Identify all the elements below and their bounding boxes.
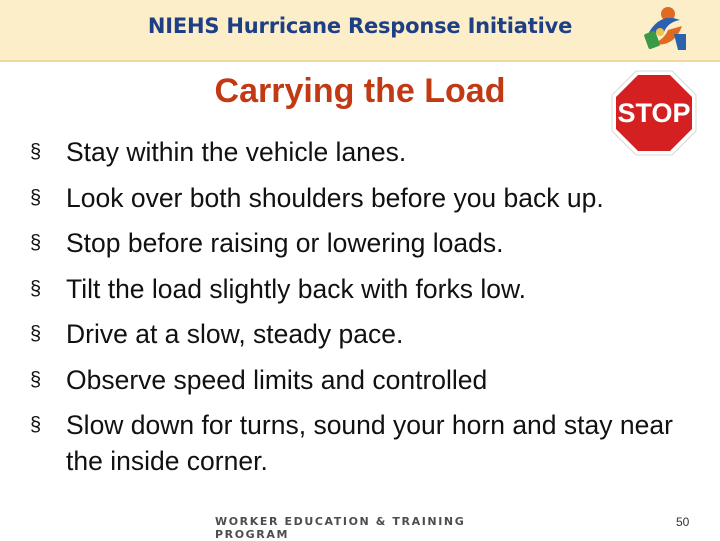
list-item [30, 407, 715, 479]
bullet-text: Drive at a slow, steady pace. [66, 319, 404, 349]
list-item [30, 316, 715, 352]
list-item [30, 134, 715, 170]
hurricane-response-logo-icon [638, 4, 694, 56]
slide-title: Carrying the Load [214, 72, 506, 110]
stop-sign-label: STOP [617, 98, 691, 128]
list-item [30, 180, 715, 216]
list-item [30, 362, 715, 398]
footer-program-name: WORKER EDUCATION & TRAINING PROGRAM [215, 515, 466, 541]
bullet-text: Slow down for turns, sound your horn and stay near the inside corner. [66, 410, 673, 476]
bullet-marker: § [30, 232, 42, 254]
bullet-marker: § [30, 277, 42, 300]
bullet-text: Observe speed limits and controlled [66, 364, 488, 395]
bullet-text: Stop before raising or lowering loads. [66, 228, 504, 258]
list-item [30, 225, 715, 261]
bullet-marker: § [30, 186, 42, 209]
banner-title: NIEHS Hurricane Response Initiative [147, 14, 573, 38]
bullet-marker: § [30, 323, 42, 345]
bullet-text: Tilt the load slightly back with forks low. [66, 273, 527, 304]
bullet-marker: § [30, 141, 42, 163]
bullet-text: Look over both shoulders before you back up. [66, 182, 604, 213]
bullet-marker: § [30, 368, 42, 391]
bullet-marker: § [30, 414, 42, 436]
header-banner [0, 0, 720, 62]
list-item [30, 271, 715, 307]
bullet-text: Stay within the vehicle lanes. [66, 137, 407, 167]
bullet-list [30, 134, 715, 489]
page-number: 50 [676, 515, 690, 529]
